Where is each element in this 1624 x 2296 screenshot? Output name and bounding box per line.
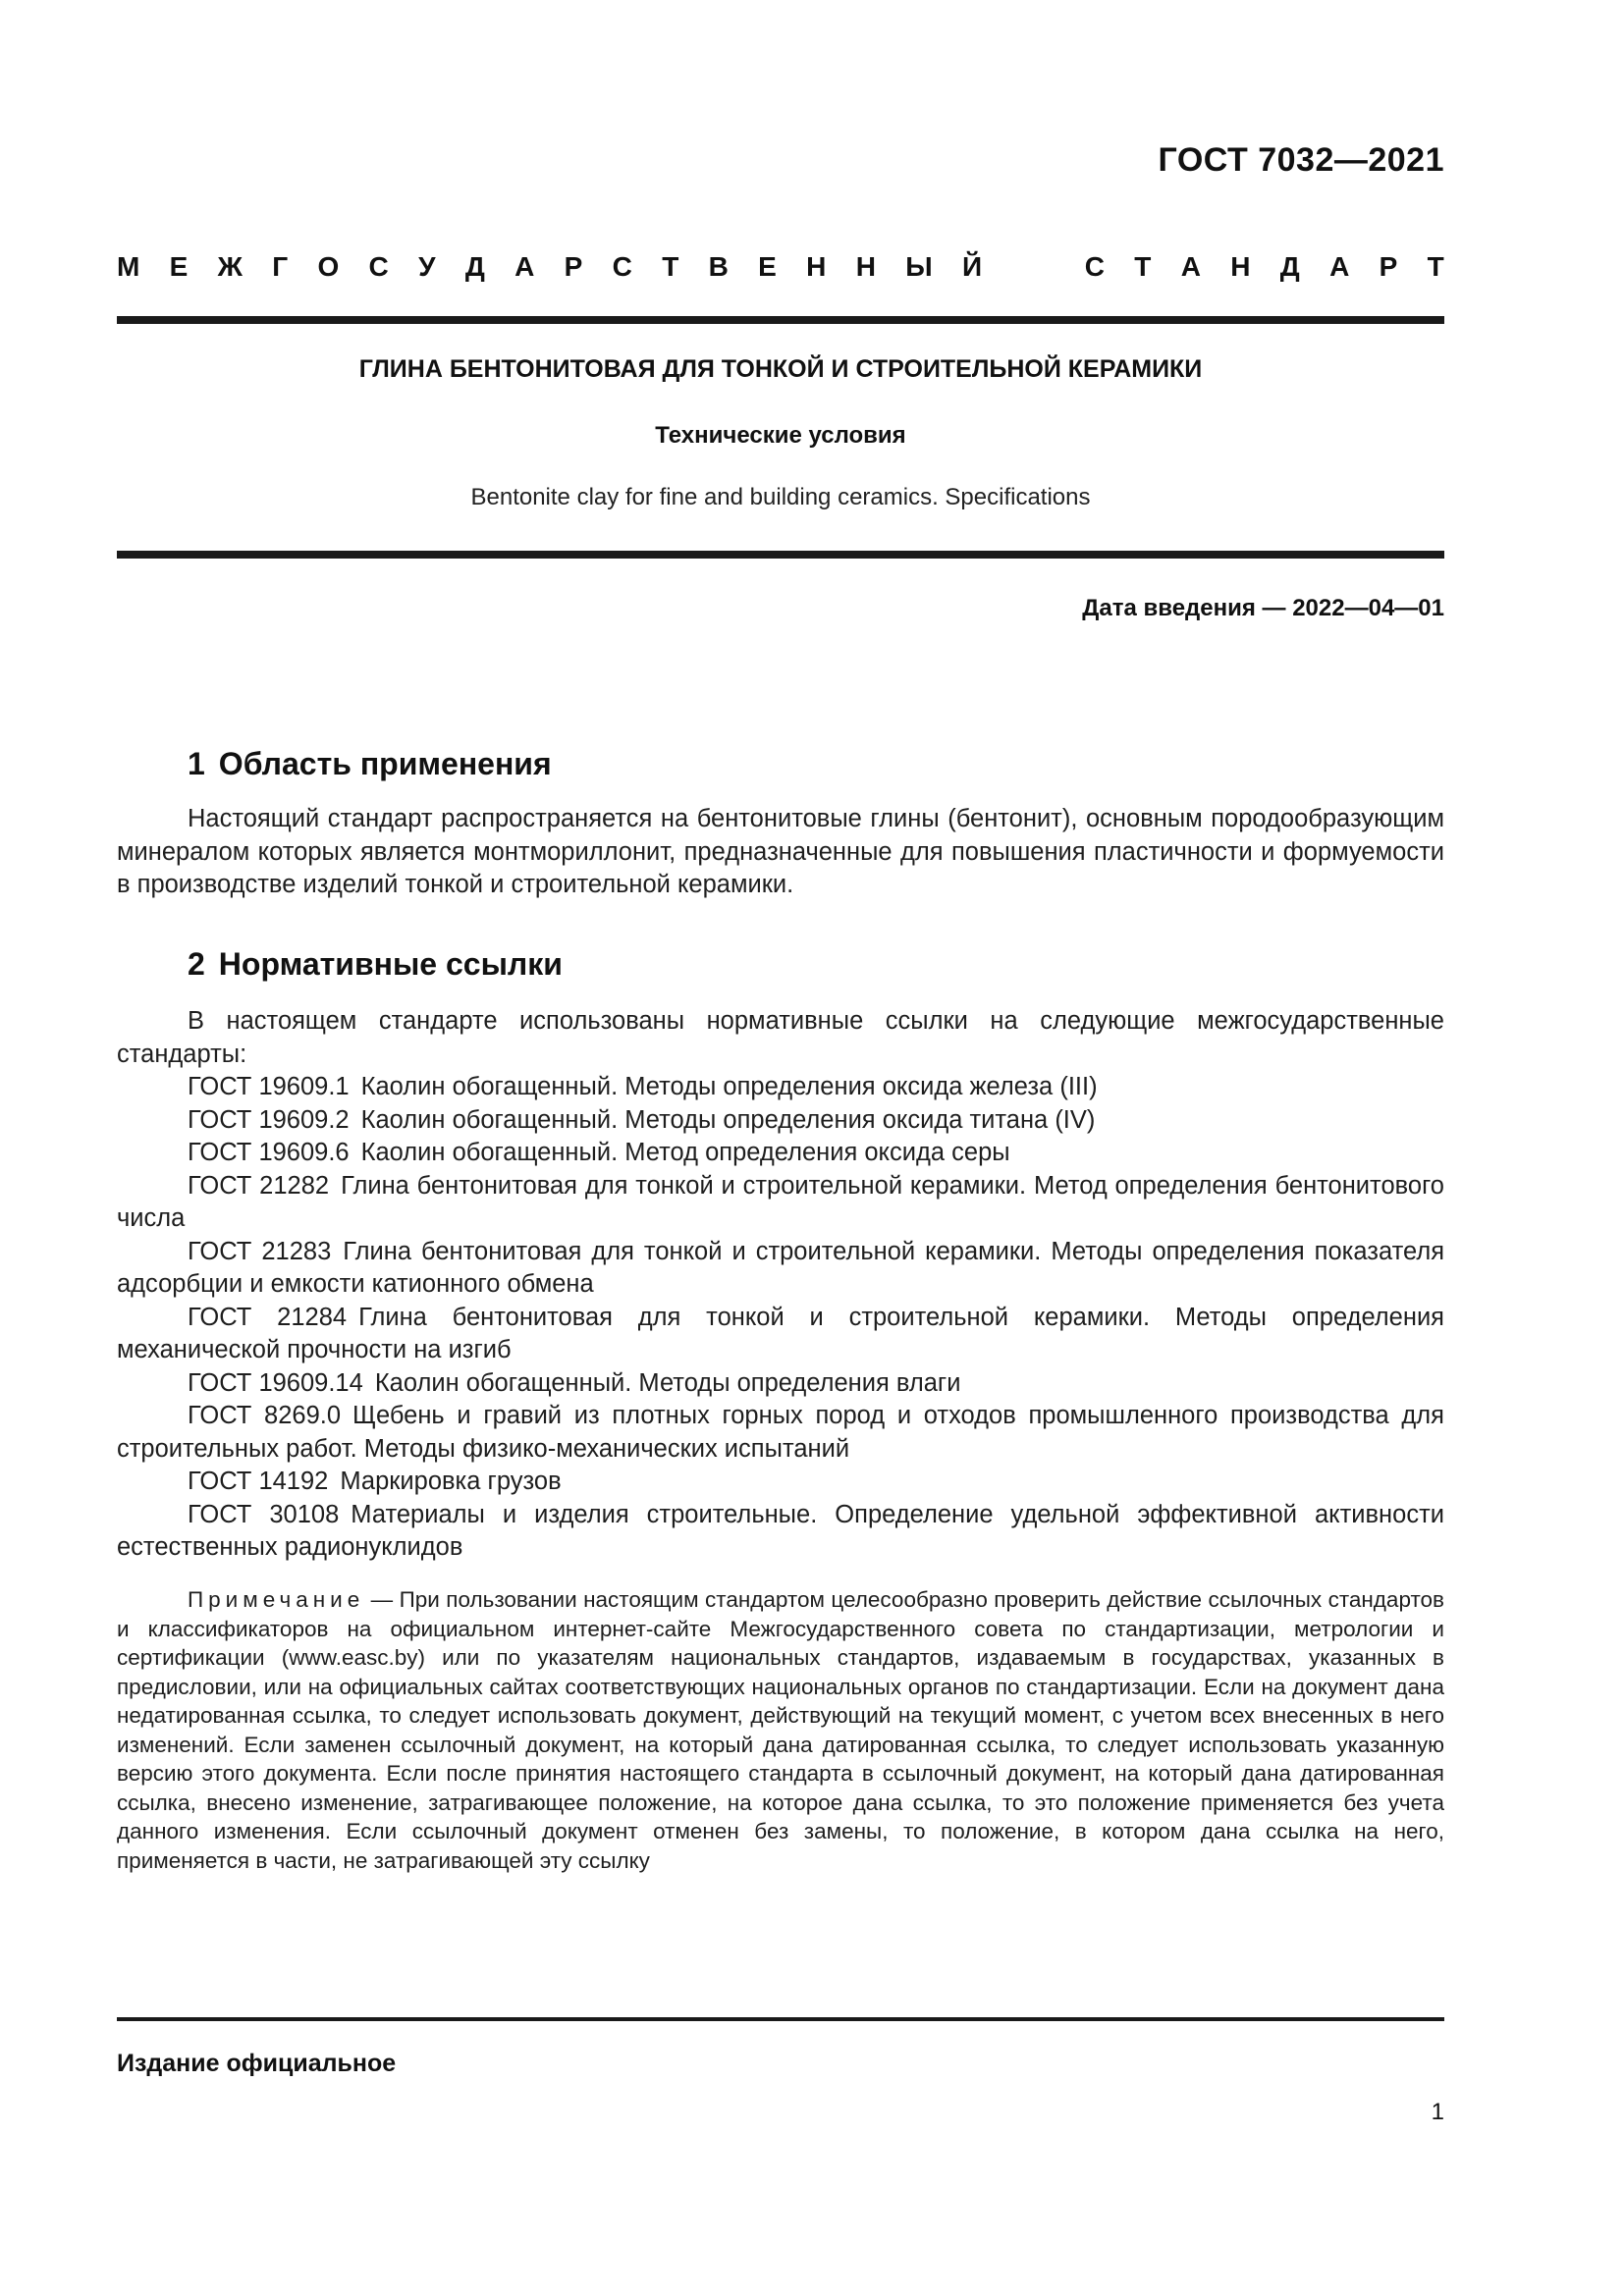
banner-letter: С [612, 251, 632, 282]
banner-letter: А [514, 251, 535, 282]
introduction-date: Дата введения — 2022—04—01 [1082, 595, 1444, 621]
reference-item [117, 1466, 1444, 1499]
banner-letter: Д [464, 251, 485, 282]
reference-title: Глина бентонитовая для тонкой и строительной керамики. Методы определения показателя адсорбции и емкости катионного обмена [117, 1237, 1445, 1298]
document-title: ГЛИНА БЕНТОНИТОВАЯ ДЛЯ ТОНКОЙ И СТРОИТЕЛЬНОЙ КЕРАМИКИ [358, 355, 1203, 383]
references-list [117, 1071, 1444, 1565]
banner-letter: Е [169, 251, 189, 282]
reference-item [117, 1236, 1444, 1302]
note-text: — При пользовании настоящим стандартом целесообразно проверить действие ссылочных стандартов и классификаторов на официальном интернет-сайте Межгосударственного совета по стандартизации, метрологии и сертификации (www.easc.by) или по указателям национальных стандартов, издаваемым в государствах, указанных в предисловии, или на официальных сайтах соответствующих национальных органов по стандартизации. Если на документ дана недатированная ссылка, то следует использовать документ, действующий на текущий момент, с учетом всех внесенных в него изменений. Если заменен ссылочный документ, на который дана датированная ссылка, то следует использовать указанную версию этого документа. Если после принятия настоящего стандарта в ссылочный документ, на который дана датированная ссылка, внесено изменение, затрагивающее положение, на которое дана ссылка, то это положение применяется без учета данного изменения. Если ссылочный документ отменен без замены, то положение, в котором дана ссылка на него, применяется в части, не затрагивающей эту ссылку [117, 1587, 1444, 1873]
reference-title: Каолин обогащенный. Методы определения влаги [374, 1368, 961, 1397]
banner-letter: Н [806, 251, 827, 282]
reference-code: ГОСТ 19609.14 [188, 1368, 363, 1397]
reference-code: ГОСТ 8269.0 [188, 1402, 342, 1429]
banner-letter: Р [564, 251, 583, 282]
banner-letter: М [117, 251, 140, 282]
reference-item [117, 1104, 1444, 1138]
reference-item [117, 1367, 1444, 1401]
banner-letter: Г [272, 251, 289, 282]
top-divider [117, 316, 1444, 324]
reference-code: ГОСТ 21284 [188, 1303, 348, 1331]
reference-title: Глина бентонитовая для тонкой и строительной керамики. Метод определения бентонитового числа [117, 1171, 1444, 1232]
page-number: 1 [1431, 2099, 1444, 2125]
banner-letter: Ы [905, 251, 933, 282]
banner-letter: Й [961, 251, 983, 282]
reference-item [117, 1170, 1444, 1236]
banner-letter: В [708, 251, 729, 282]
scope-paragraph: Настоящий стандарт распространяется на бентонитовые глины (бентонит), основным породообразующим минералом которых является монтмориллонит, предназначенные для повышения пластичности и формуемости в производстве изделий тонкой и строительной керамики. [117, 805, 1444, 898]
banner-letter: С [368, 251, 389, 282]
banner-letter: Н [1230, 251, 1251, 282]
section-number: 2 [188, 946, 205, 982]
section-heading-scope [188, 746, 552, 782]
reference-code: ГОСТ 19609.2 [188, 1105, 350, 1134]
banner-letter: Ж [217, 251, 243, 282]
official-edition-label: Издание официальное [117, 2050, 397, 2077]
references-intro-paragraph: В настоящем стандарте использованы нормативные ссылки на следующие межгосударственные стандарты: [117, 1007, 1444, 1068]
title-divider [117, 551, 1444, 559]
section-number: 1 [188, 746, 205, 781]
reference-code: ГОСТ 21282 [188, 1171, 330, 1200]
section-title: Нормативные ссылки [218, 946, 563, 982]
reference-code: ГОСТ 21283 [188, 1237, 332, 1265]
banner-letter: У [418, 251, 436, 282]
reference-code: ГОСТ 19609.1 [188, 1073, 350, 1100]
banner-letter: А [1329, 251, 1350, 282]
document-page [117, 0, 1444, 2296]
banner-letter: Е [758, 251, 777, 282]
interstate-standard-banner [117, 251, 1444, 283]
reference-item [117, 1137, 1444, 1170]
banner-letter: Т [1134, 251, 1152, 282]
reference-code: ГОСТ 30108 [188, 1500, 340, 1528]
reference-title: Материалы и изделия строительные. Определение удельной эффективной активности естественных радионуклидов [117, 1500, 1444, 1561]
note-label: Примечание [188, 1587, 365, 1612]
banner-letter: О [317, 251, 340, 282]
reference-code: ГОСТ 19609.6 [188, 1139, 350, 1166]
banner-letter: Д [1279, 251, 1300, 282]
banner-letter: Т [1427, 251, 1444, 282]
reference-title: Глина бентонитовая для тонкой и строительной керамики. Методы определения механической прочности на изгиб [117, 1303, 1444, 1363]
reference-item [117, 1302, 1444, 1367]
reference-title: Каолин обогащенный. Метод определения оксида серы [360, 1139, 1010, 1166]
banner-letter: Т [662, 251, 679, 282]
banner-word-gap [1011, 251, 1055, 283]
document-number: ГОСТ 7032—2021 [1158, 141, 1444, 179]
document-subtitle: Технические условия [655, 422, 906, 449]
banner-letter: С [1084, 251, 1105, 282]
banner-letter: А [1180, 251, 1201, 282]
reference-item [117, 1071, 1444, 1104]
reference-title: Каолин обогащенный. Методы определения оксида титана (IV) [360, 1105, 1096, 1134]
reference-code: ГОСТ 14192 [188, 1468, 329, 1495]
banner-letter: Р [1379, 251, 1398, 282]
english-title: Bentonite clay for fine and building ceramics. Specifications [470, 484, 1091, 510]
references-note [117, 1585, 1444, 1875]
section-heading-normative-references [188, 946, 563, 983]
banner-letter: Н [855, 251, 876, 282]
section-title: Область применения [218, 746, 552, 781]
reference-title: Маркировка грузов [340, 1468, 562, 1495]
reference-item [117, 1499, 1444, 1565]
reference-item [117, 1400, 1444, 1466]
reference-title: Щебень и гравий из плотных горных пород и отходов промышленного производства для строительных работ. Методы физико-механических испытаний [117, 1402, 1444, 1463]
footer-divider [117, 2017, 1444, 2021]
reference-title: Каолин обогащенный. Методы определения оксида железа (III) [360, 1073, 1098, 1100]
